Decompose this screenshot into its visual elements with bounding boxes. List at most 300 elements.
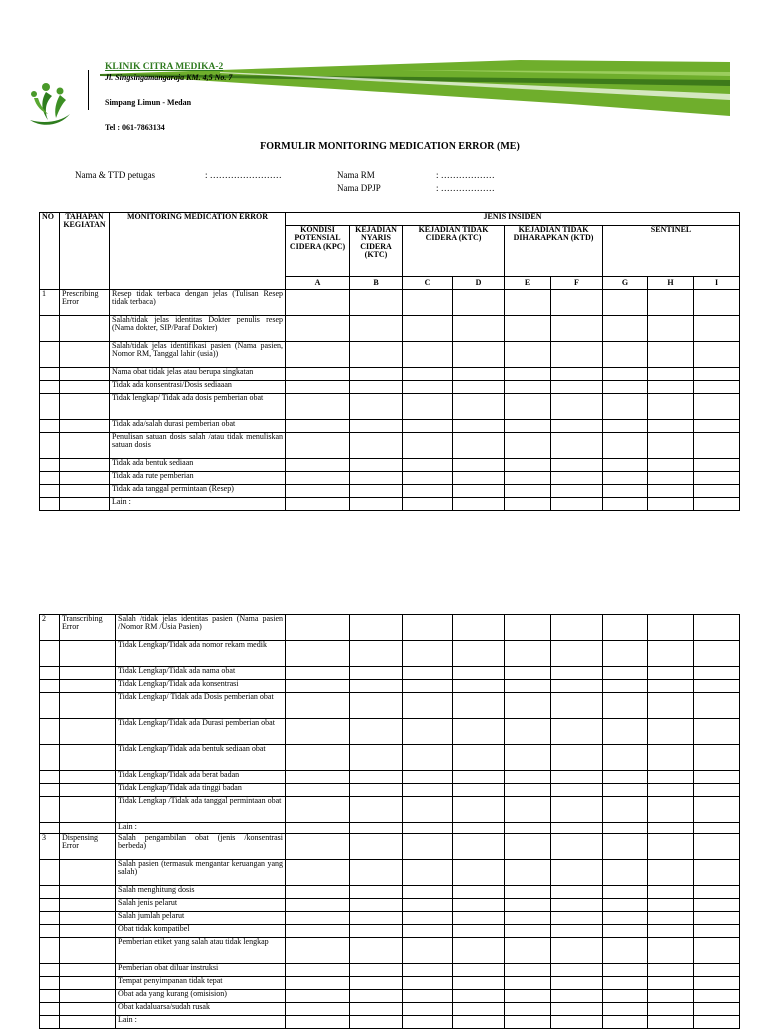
check-cell[interactable] [551, 771, 603, 784]
check-cell[interactable] [286, 290, 350, 316]
check-cell[interactable] [403, 381, 453, 394]
check-cell[interactable] [603, 342, 648, 368]
check-cell[interactable] [453, 719, 505, 745]
check-cell[interactable] [694, 834, 740, 860]
check-cell[interactable] [350, 1003, 403, 1016]
check-cell[interactable] [603, 719, 648, 745]
check-cell[interactable] [648, 860, 694, 886]
check-cell[interactable] [648, 834, 694, 860]
check-cell[interactable] [648, 680, 694, 693]
check-cell[interactable] [453, 693, 505, 719]
check-cell[interactable] [286, 498, 350, 511]
check-cell[interactable] [286, 420, 350, 433]
check-cell[interactable] [350, 938, 403, 964]
check-cell[interactable] [453, 342, 505, 368]
check-cell[interactable] [403, 797, 453, 823]
check-cell[interactable] [551, 938, 603, 964]
check-cell[interactable] [694, 394, 740, 420]
check-cell[interactable] [505, 290, 551, 316]
check-cell[interactable] [694, 912, 740, 925]
check-cell[interactable] [694, 615, 740, 641]
check-cell[interactable] [453, 964, 505, 977]
check-cell[interactable] [694, 290, 740, 316]
check-cell[interactable] [453, 745, 505, 771]
check-cell[interactable] [603, 784, 648, 797]
check-cell[interactable] [648, 316, 694, 342]
check-cell[interactable] [505, 1016, 551, 1029]
check-cell[interactable] [505, 459, 551, 472]
check-cell[interactable] [350, 964, 403, 977]
check-cell[interactable] [505, 316, 551, 342]
check-cell[interactable] [286, 823, 350, 834]
check-cell[interactable] [551, 316, 603, 342]
check-cell[interactable] [603, 964, 648, 977]
check-cell[interactable] [350, 990, 403, 1003]
check-cell[interactable] [603, 459, 648, 472]
check-cell[interactable] [648, 771, 694, 784]
check-cell[interactable] [286, 938, 350, 964]
check-cell[interactable] [603, 886, 648, 899]
check-cell[interactable] [350, 290, 403, 316]
check-cell[interactable] [694, 1016, 740, 1029]
check-cell[interactable] [648, 394, 694, 420]
check-cell[interactable] [505, 368, 551, 381]
check-cell[interactable] [403, 834, 453, 860]
check-cell[interactable] [505, 860, 551, 886]
check-cell[interactable] [453, 1003, 505, 1016]
check-cell[interactable] [286, 693, 350, 719]
check-cell[interactable] [286, 433, 350, 459]
check-cell[interactable] [350, 433, 403, 459]
check-cell[interactable] [551, 719, 603, 745]
check-cell[interactable] [453, 771, 505, 784]
check-cell[interactable] [453, 886, 505, 899]
check-cell[interactable] [453, 420, 505, 433]
check-cell[interactable] [403, 977, 453, 990]
check-cell[interactable] [453, 290, 505, 316]
check-cell[interactable] [453, 797, 505, 823]
check-cell[interactable] [603, 990, 648, 1003]
check-cell[interactable] [603, 680, 648, 693]
check-cell[interactable] [603, 316, 648, 342]
check-cell[interactable] [286, 912, 350, 925]
check-cell[interactable] [505, 719, 551, 745]
check-cell[interactable] [694, 368, 740, 381]
check-cell[interactable] [648, 1016, 694, 1029]
check-cell[interactable] [403, 667, 453, 680]
check-cell[interactable] [694, 977, 740, 990]
check-cell[interactable] [286, 641, 350, 667]
check-cell[interactable] [453, 433, 505, 459]
check-cell[interactable] [403, 1003, 453, 1016]
check-cell[interactable] [551, 860, 603, 886]
check-cell[interactable] [403, 1016, 453, 1029]
check-cell[interactable] [694, 433, 740, 459]
check-cell[interactable] [505, 823, 551, 834]
check-cell[interactable] [350, 615, 403, 641]
check-cell[interactable] [453, 834, 505, 860]
check-cell[interactable] [403, 394, 453, 420]
check-cell[interactable] [603, 498, 648, 511]
check-cell[interactable] [286, 834, 350, 860]
check-cell[interactable] [505, 977, 551, 990]
check-cell[interactable] [648, 381, 694, 394]
check-cell[interactable] [551, 394, 603, 420]
check-cell[interactable] [505, 381, 551, 394]
check-cell[interactable] [603, 823, 648, 834]
check-cell[interactable] [350, 641, 403, 667]
check-cell[interactable] [505, 641, 551, 667]
dpjp-field[interactable]: : ……………… [436, 183, 495, 193]
check-cell[interactable] [403, 745, 453, 771]
check-cell[interactable] [648, 719, 694, 745]
check-cell[interactable] [350, 693, 403, 719]
check-cell[interactable] [505, 797, 551, 823]
check-cell[interactable] [648, 823, 694, 834]
check-cell[interactable] [453, 925, 505, 938]
check-cell[interactable] [648, 433, 694, 459]
check-cell[interactable] [350, 459, 403, 472]
check-cell[interactable] [453, 784, 505, 797]
check-cell[interactable] [505, 472, 551, 485]
check-cell[interactable] [648, 472, 694, 485]
check-cell[interactable] [286, 381, 350, 394]
check-cell[interactable] [648, 964, 694, 977]
check-cell[interactable] [694, 641, 740, 667]
check-cell[interactable] [350, 771, 403, 784]
check-cell[interactable] [453, 912, 505, 925]
check-cell[interactable] [551, 641, 603, 667]
check-cell[interactable] [551, 1003, 603, 1016]
check-cell[interactable] [403, 771, 453, 784]
check-cell[interactable] [403, 485, 453, 498]
check-cell[interactable] [603, 1003, 648, 1016]
check-cell[interactable] [551, 1016, 603, 1029]
check-cell[interactable] [694, 472, 740, 485]
check-cell[interactable] [403, 342, 453, 368]
check-cell[interactable] [603, 641, 648, 667]
check-cell[interactable] [403, 964, 453, 977]
check-cell[interactable] [648, 342, 694, 368]
check-cell[interactable] [551, 964, 603, 977]
check-cell[interactable] [648, 641, 694, 667]
check-cell[interactable] [551, 912, 603, 925]
check-cell[interactable] [505, 667, 551, 680]
check-cell[interactable] [694, 316, 740, 342]
check-cell[interactable] [350, 1016, 403, 1029]
check-cell[interactable] [694, 719, 740, 745]
check-cell[interactable] [505, 680, 551, 693]
check-cell[interactable] [453, 394, 505, 420]
check-cell[interactable] [551, 615, 603, 641]
check-cell[interactable] [453, 860, 505, 886]
check-cell[interactable] [403, 368, 453, 381]
check-cell[interactable] [350, 797, 403, 823]
check-cell[interactable] [694, 498, 740, 511]
check-cell[interactable] [403, 459, 453, 472]
check-cell[interactable] [403, 899, 453, 912]
check-cell[interactable] [694, 381, 740, 394]
check-cell[interactable] [551, 693, 603, 719]
check-cell[interactable] [694, 771, 740, 784]
check-cell[interactable] [286, 394, 350, 420]
petugas-field[interactable]: : …………………… [205, 170, 282, 180]
check-cell[interactable] [453, 472, 505, 485]
check-cell[interactable] [648, 990, 694, 1003]
check-cell[interactable] [505, 1003, 551, 1016]
check-cell[interactable] [694, 990, 740, 1003]
check-cell[interactable] [286, 485, 350, 498]
check-cell[interactable] [453, 615, 505, 641]
check-cell[interactable] [603, 771, 648, 784]
check-cell[interactable] [694, 680, 740, 693]
check-cell[interactable] [403, 784, 453, 797]
check-cell[interactable] [694, 925, 740, 938]
check-cell[interactable] [603, 615, 648, 641]
check-cell[interactable] [350, 823, 403, 834]
check-cell[interactable] [505, 899, 551, 912]
check-cell[interactable] [648, 368, 694, 381]
check-cell[interactable] [505, 433, 551, 459]
check-cell[interactable] [551, 485, 603, 498]
check-cell[interactable] [403, 925, 453, 938]
check-cell[interactable] [286, 964, 350, 977]
check-cell[interactable] [551, 342, 603, 368]
check-cell[interactable] [551, 899, 603, 912]
check-cell[interactable] [648, 290, 694, 316]
check-cell[interactable] [350, 784, 403, 797]
check-cell[interactable] [648, 420, 694, 433]
check-cell[interactable] [403, 498, 453, 511]
check-cell[interactable] [286, 1003, 350, 1016]
check-cell[interactable] [505, 938, 551, 964]
check-cell[interactable] [403, 938, 453, 964]
check-cell[interactable] [403, 680, 453, 693]
check-cell[interactable] [648, 1003, 694, 1016]
check-cell[interactable] [403, 433, 453, 459]
check-cell[interactable] [286, 745, 350, 771]
check-cell[interactable] [453, 823, 505, 834]
check-cell[interactable] [648, 459, 694, 472]
check-cell[interactable] [694, 342, 740, 368]
check-cell[interactable] [551, 290, 603, 316]
check-cell[interactable] [286, 368, 350, 381]
check-cell[interactable] [350, 912, 403, 925]
check-cell[interactable] [603, 899, 648, 912]
check-cell[interactable] [505, 990, 551, 1003]
check-cell[interactable] [350, 316, 403, 342]
check-cell[interactable] [505, 834, 551, 860]
check-cell[interactable] [648, 912, 694, 925]
check-cell[interactable] [694, 797, 740, 823]
check-cell[interactable] [551, 368, 603, 381]
check-cell[interactable] [403, 472, 453, 485]
check-cell[interactable] [453, 485, 505, 498]
check-cell[interactable] [648, 693, 694, 719]
check-cell[interactable] [453, 368, 505, 381]
check-cell[interactable] [350, 368, 403, 381]
check-cell[interactable] [603, 1016, 648, 1029]
check-cell[interactable] [505, 784, 551, 797]
check-cell[interactable] [694, 823, 740, 834]
check-cell[interactable] [694, 964, 740, 977]
check-cell[interactable] [505, 394, 551, 420]
check-cell[interactable] [453, 381, 505, 394]
check-cell[interactable] [648, 745, 694, 771]
check-cell[interactable] [551, 433, 603, 459]
check-cell[interactable] [505, 615, 551, 641]
check-cell[interactable] [505, 771, 551, 784]
check-cell[interactable] [603, 693, 648, 719]
check-cell[interactable] [403, 860, 453, 886]
check-cell[interactable] [603, 472, 648, 485]
check-cell[interactable] [551, 381, 603, 394]
check-cell[interactable] [403, 615, 453, 641]
check-cell[interactable] [603, 485, 648, 498]
check-cell[interactable] [286, 797, 350, 823]
check-cell[interactable] [694, 420, 740, 433]
check-cell[interactable] [403, 316, 453, 342]
check-cell[interactable] [286, 990, 350, 1003]
check-cell[interactable] [551, 459, 603, 472]
check-cell[interactable] [551, 977, 603, 990]
check-cell[interactable] [453, 459, 505, 472]
check-cell[interactable] [603, 290, 648, 316]
check-cell[interactable] [648, 485, 694, 498]
check-cell[interactable] [603, 381, 648, 394]
check-cell[interactable] [551, 667, 603, 680]
check-cell[interactable] [648, 925, 694, 938]
check-cell[interactable] [648, 899, 694, 912]
check-cell[interactable] [350, 860, 403, 886]
check-cell[interactable] [694, 485, 740, 498]
check-cell[interactable] [286, 860, 350, 886]
check-cell[interactable] [350, 886, 403, 899]
check-cell[interactable] [505, 964, 551, 977]
check-cell[interactable] [453, 938, 505, 964]
check-cell[interactable] [551, 925, 603, 938]
check-cell[interactable] [286, 977, 350, 990]
check-cell[interactable] [453, 667, 505, 680]
check-cell[interactable] [286, 615, 350, 641]
check-cell[interactable] [603, 420, 648, 433]
check-cell[interactable] [350, 472, 403, 485]
check-cell[interactable] [350, 420, 403, 433]
check-cell[interactable] [403, 912, 453, 925]
check-cell[interactable] [603, 860, 648, 886]
check-cell[interactable] [694, 1003, 740, 1016]
rm-field[interactable]: : ……………… [436, 170, 495, 180]
check-cell[interactable] [694, 667, 740, 680]
check-cell[interactable] [453, 316, 505, 342]
check-cell[interactable] [551, 680, 603, 693]
check-cell[interactable] [453, 990, 505, 1003]
check-cell[interactable] [603, 912, 648, 925]
check-cell[interactable] [286, 1016, 350, 1029]
check-cell[interactable] [551, 420, 603, 433]
check-cell[interactable] [603, 368, 648, 381]
check-cell[interactable] [286, 719, 350, 745]
check-cell[interactable] [403, 886, 453, 899]
check-cell[interactable] [286, 459, 350, 472]
check-cell[interactable] [505, 745, 551, 771]
check-cell[interactable] [551, 498, 603, 511]
check-cell[interactable] [453, 680, 505, 693]
check-cell[interactable] [505, 420, 551, 433]
check-cell[interactable] [286, 680, 350, 693]
check-cell[interactable] [453, 498, 505, 511]
check-cell[interactable] [453, 899, 505, 912]
check-cell[interactable] [350, 719, 403, 745]
check-cell[interactable] [551, 886, 603, 899]
check-cell[interactable] [694, 784, 740, 797]
check-cell[interactable] [648, 498, 694, 511]
check-cell[interactable] [694, 860, 740, 886]
check-cell[interactable] [350, 667, 403, 680]
check-cell[interactable] [350, 745, 403, 771]
check-cell[interactable] [603, 977, 648, 990]
check-cell[interactable] [603, 433, 648, 459]
check-cell[interactable] [350, 498, 403, 511]
check-cell[interactable] [603, 667, 648, 680]
check-cell[interactable] [403, 719, 453, 745]
check-cell[interactable] [286, 886, 350, 899]
check-cell[interactable] [694, 938, 740, 964]
check-cell[interactable] [286, 771, 350, 784]
check-cell[interactable] [286, 899, 350, 912]
check-cell[interactable] [603, 745, 648, 771]
check-cell[interactable] [603, 938, 648, 964]
check-cell[interactable] [350, 381, 403, 394]
check-cell[interactable] [694, 899, 740, 912]
check-cell[interactable] [286, 342, 350, 368]
check-cell[interactable] [505, 886, 551, 899]
check-cell[interactable] [551, 745, 603, 771]
check-cell[interactable] [453, 977, 505, 990]
check-cell[interactable] [551, 823, 603, 834]
check-cell[interactable] [286, 472, 350, 485]
check-cell[interactable] [551, 784, 603, 797]
check-cell[interactable] [603, 797, 648, 823]
check-cell[interactable] [648, 977, 694, 990]
check-cell[interactable] [505, 498, 551, 511]
check-cell[interactable] [648, 797, 694, 823]
check-cell[interactable] [350, 977, 403, 990]
check-cell[interactable] [648, 784, 694, 797]
check-cell[interactable] [694, 745, 740, 771]
check-cell[interactable] [648, 886, 694, 899]
check-cell[interactable] [350, 680, 403, 693]
check-cell[interactable] [350, 925, 403, 938]
check-cell[interactable] [505, 485, 551, 498]
check-cell[interactable] [603, 925, 648, 938]
check-cell[interactable] [648, 615, 694, 641]
check-cell[interactable] [350, 834, 403, 860]
check-cell[interactable] [350, 485, 403, 498]
check-cell[interactable] [286, 316, 350, 342]
check-cell[interactable] [551, 472, 603, 485]
check-cell[interactable] [403, 990, 453, 1003]
check-cell[interactable] [286, 784, 350, 797]
check-cell[interactable] [648, 938, 694, 964]
check-cell[interactable] [505, 925, 551, 938]
check-cell[interactable] [286, 925, 350, 938]
check-cell[interactable] [350, 394, 403, 420]
check-cell[interactable] [286, 667, 350, 680]
check-cell[interactable] [453, 1016, 505, 1029]
check-cell[interactable] [453, 641, 505, 667]
check-cell[interactable] [403, 641, 453, 667]
